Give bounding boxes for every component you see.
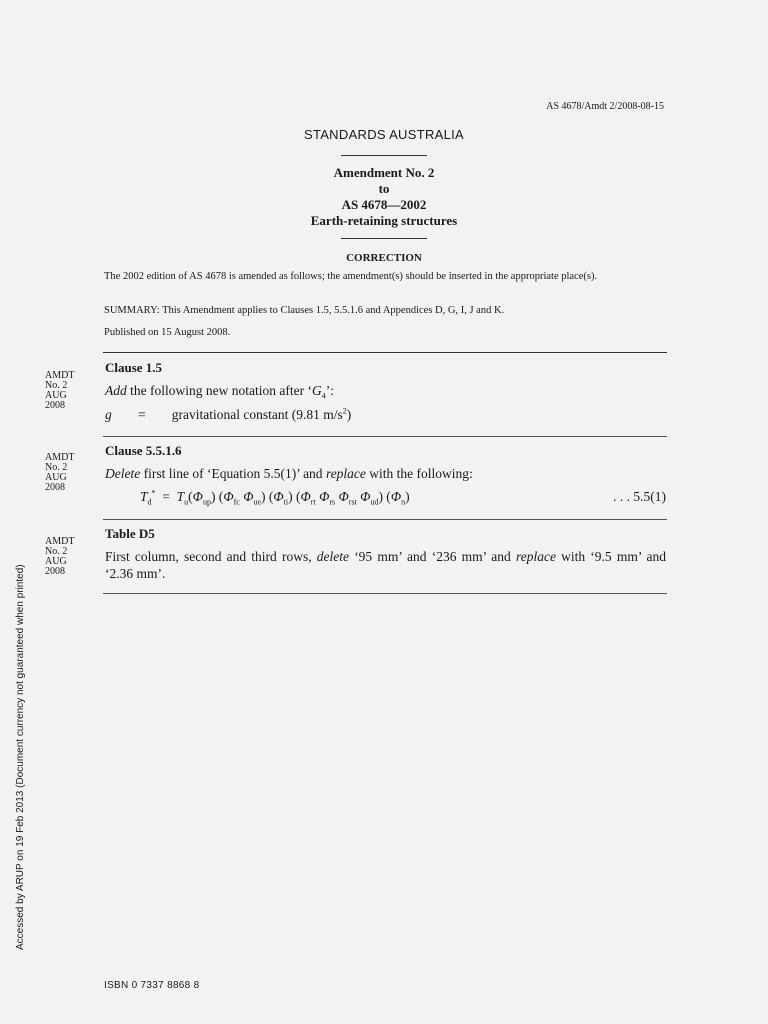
clause-instruction: Delete first line of ‘Equation 5.5(1)’ and replace with the following: [105,466,473,481]
clause-instruction: First column, second and third rows, delete ‘95 mm’ and ‘236 mm’ and replace with ‘9.5 mm’ and ‘2.36 mm’. [105,549,667,581]
clause-heading: Table D5 [105,526,155,541]
summary-paragraph: SUMMARY: This Amendment applies to Clauses 1.5, 5.5.1.6 and Appendices D, G, I, J and K. [104,305,505,316]
access-notice: Accessed by ARUP on 19 Feb 2013 (Document currency not guaranteed when printed) [15,564,26,950]
amendment-margin-note: AMDT No. 2 AUG 2008 [45,370,75,411]
document-reference: AS 4678/Amdt 2/2008-08-15 [546,101,664,112]
equation: $T_d^* = T_u(\Phi_{up})$ ($\Phi_{fc}$ $\Phi_{ue}$) $(\Phi_{ti})$ ($\Phi_{rt}$ $\Phi_{rs}$ $\Phi_{rst}$ $\Phi_{ud}$) $(\Phi_n)$ [140,488,410,507]
clause-heading: Clause 1.5 [105,360,163,375]
correction-label: CORRECTION [346,252,422,264]
standard-title: Earth-retaining structures [310,213,458,228]
clause-heading: Clause 5.5.1.6 [105,443,182,458]
standard-number: AS 4678—2002 [341,197,427,212]
equation-number: . . . 5.5(1) [613,489,666,504]
section-rule [103,519,667,520]
amendment-margin-note: AMDT No. 2 AUG 2008 [45,452,75,493]
intro-paragraph: The 2002 edition of AS 4678 is amended as follows; the amendment(s) should be inserted in the appropriate place(s). [104,271,598,282]
isbn: ISBN 0 7337 8868 8 [104,980,200,991]
organisation-name: STANDARDS AUSTRALIA [303,127,465,142]
section-rule [103,436,667,437]
amendment-title-to: to [378,181,390,196]
published-date: Published on 15 August 2008. [104,327,231,338]
notation-definition: g = gravitational constant (9.81 $m/s^2$) [105,406,352,422]
amendment-margin-note: AMDT No. 2 AUG 2008 [45,536,75,577]
clause-instruction: Add the following new notation after ‘$G_4$’: [105,383,334,401]
amendment-title: Amendment No. 2 [333,165,435,180]
section-rule [103,593,667,594]
divider [341,238,427,239]
divider [341,155,427,156]
section-rule [103,352,667,353]
